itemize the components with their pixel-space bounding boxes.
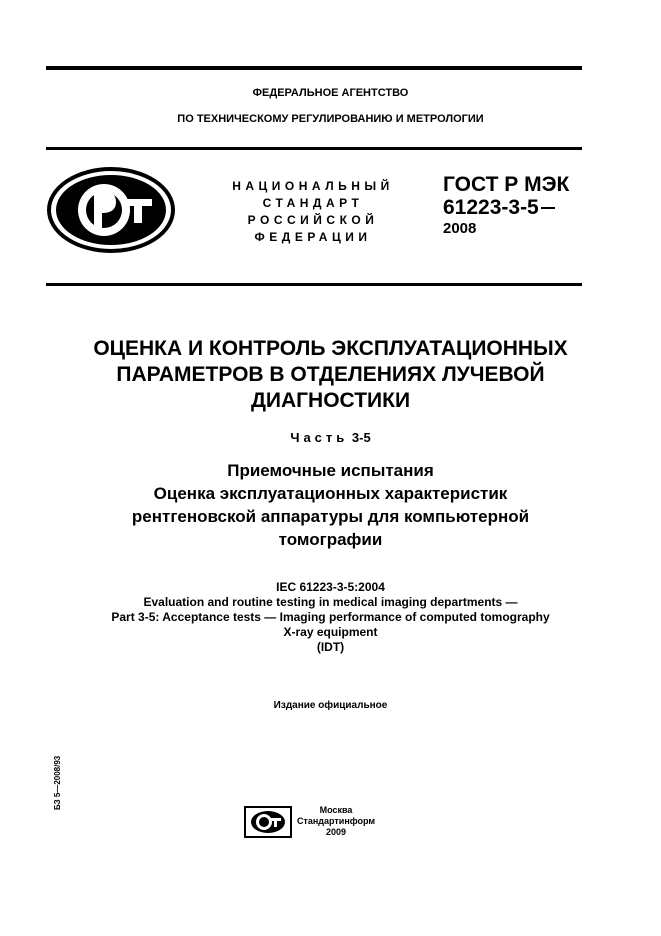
title-line: ПАРАМЕТРОВ В ОТДЕЛЕНИЯХ ЛУЧЕВОЙ	[116, 363, 545, 386]
header-rule	[46, 147, 582, 150]
national-standard-label	[228, 178, 398, 246]
designation-number: 61223-3-5	[443, 196, 539, 219]
subtitle-line: рентгеновской аппаратуры для компьютерной	[131, 507, 530, 526]
subtitle-line: томографии	[278, 530, 383, 549]
publisher-info	[296, 805, 376, 838]
national-line: ФЕДЕРАЦИИ	[254, 230, 372, 244]
agency-name-line1: ФЕДЕРАЛЬНОЕ АГЕНТСТВО	[252, 87, 409, 99]
iec-reference	[0, 580, 661, 655]
title-line: ОЦЕНКА И КОНТРОЛЬ ЭКСПЛУАТАЦИОННЫХ	[93, 337, 568, 360]
iec-line: (IDT)	[316, 640, 345, 654]
national-line: РОССИЙСКОЙ	[247, 213, 379, 227]
iec-line: Part 3-5: Acceptance tests — Imaging performance of computed tomography	[111, 610, 550, 624]
iec-line: IEC 61223-3-5:2004	[276, 580, 385, 594]
part-word: Часть	[290, 430, 349, 445]
agency-name-line2: ПО ТЕХНИЧЕСКОМУ РЕГУЛИРОВАНИЮ И МЕТРОЛОГИИ	[177, 113, 484, 125]
edition-label: Издание официальное	[273, 700, 388, 711]
national-line: СТАНДАРТ	[262, 196, 364, 210]
standard-designation	[443, 173, 569, 238]
publisher-name: Стандартинформ	[296, 816, 376, 826]
part-number: 3-5	[351, 430, 371, 445]
side-code-text: БЗ 5—2008/93	[53, 755, 62, 810]
designation-year: 2008	[443, 220, 477, 237]
designation-dash	[541, 207, 555, 209]
iec-line: X-ray equipment	[283, 625, 378, 639]
title-line: ДИАГНОСТИКИ	[250, 389, 411, 412]
publisher-city: Москва	[319, 805, 353, 815]
side-code	[53, 740, 63, 810]
publisher-year: 2009	[325, 827, 347, 837]
top-rule	[46, 66, 582, 70]
designation-line1: ГОСТ Р МЭК	[443, 173, 570, 196]
document-subtitle	[0, 459, 661, 551]
standartinform-logo-icon	[244, 806, 292, 838]
iec-line: Evaluation and routine testing in medical imaging departments —	[143, 595, 518, 609]
designation-line2	[443, 196, 569, 219]
gost-r-logo-icon	[46, 165, 176, 255]
title-rule	[46, 283, 582, 286]
subtitle-line: Оценка эксплуатационных характеристик	[153, 484, 508, 503]
document-title	[0, 336, 661, 414]
subtitle-line: Приемочные испытания	[227, 461, 434, 480]
national-line: НАЦИОНАЛЬНЫЙ	[232, 179, 394, 193]
part-label	[0, 430, 661, 445]
